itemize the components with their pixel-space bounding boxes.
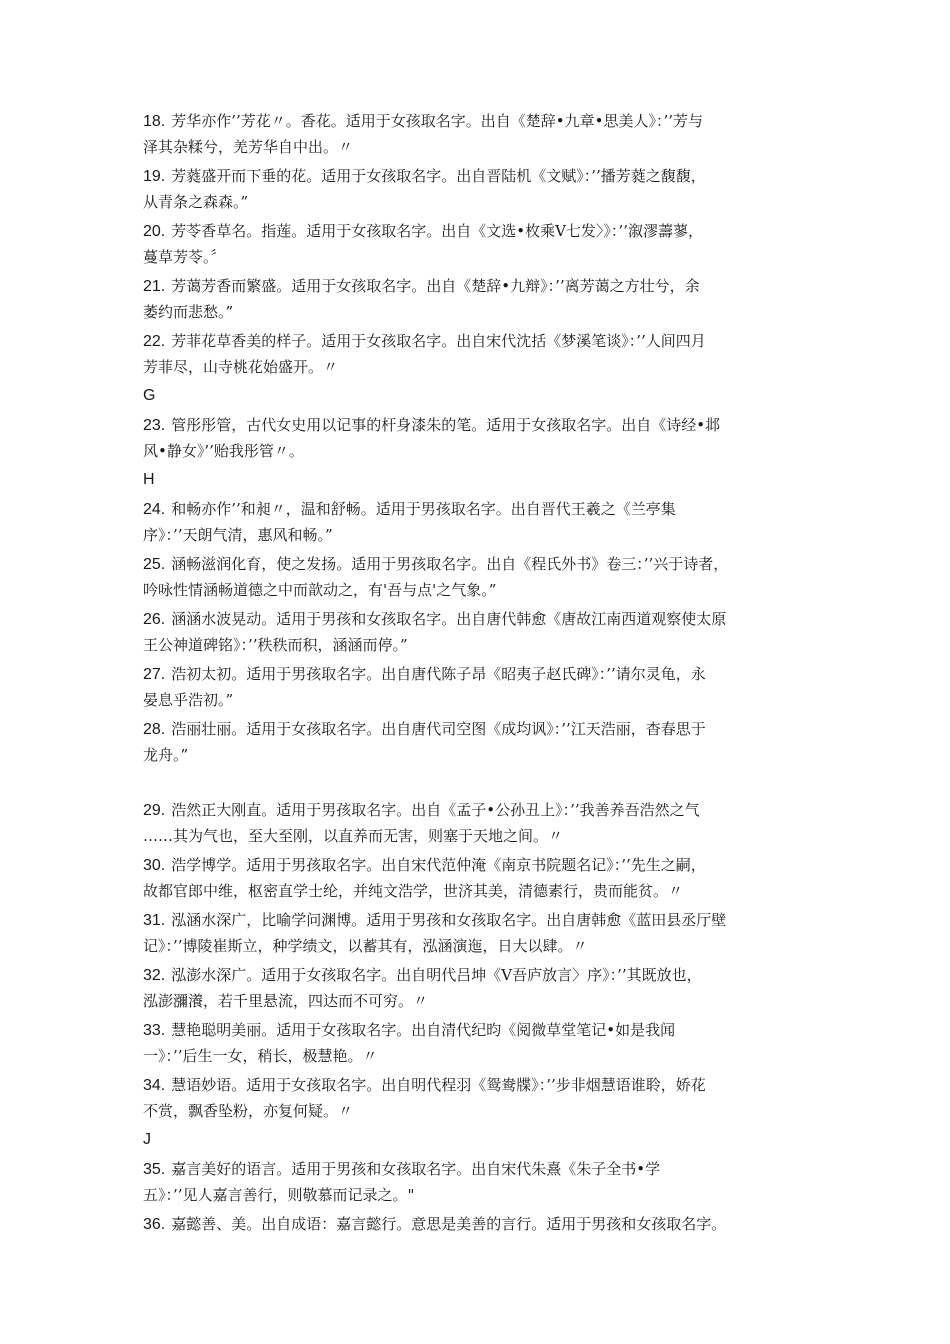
- entry-line-continuation: 故都官郎中维，枢密直学士纶，并纯文浩学，世济其美，清德素行，贵而能贫。〃: [143, 882, 684, 900]
- name-entry: [143, 962, 823, 1014]
- name-entry: [143, 551, 823, 603]
- name-entry: [143, 328, 823, 380]
- entry-text: 嘉言美好的语言。适用于男孩和女孩取名字。出自宋代朱熹《朱子全书•学: [171, 1160, 661, 1178]
- entry-line-continuation: 蔓草芳苓。〞: [143, 248, 226, 266]
- entry-number: 34.: [143, 1077, 166, 1094]
- entry-line-first: [143, 496, 823, 522]
- entry-line-continuation: 五》：’’见人嘉言善行，则敬慕而记录之。": [143, 1186, 415, 1204]
- entry-line-continuation: 从青条之森森。”: [143, 193, 249, 211]
- name-entry: [143, 716, 823, 768]
- entry-line-first: [143, 907, 823, 933]
- entry-text: 泓涵水深广，比喻学问渊博。适用于男孩和女孩取名字。出自唐韩愈《蓝田县丞厅壁: [171, 911, 727, 929]
- entry-text: 浩初太初。适用于男孩取名字。出自唐代陈子昂《昭夷子赵氏碑》：’’请尔灵龟，永: [171, 665, 706, 683]
- entry-line-continuation: 泽其杂糅兮，羌芳华自中出。〃: [143, 138, 354, 156]
- entry-line-continuation: 芳菲尽，山寺桃花始盛开。〃: [143, 358, 339, 376]
- entry-text: 芳华亦作’’芳花〃。香花。适用于女孩取名字。出自《楚辞•九章•思美人》：’’芳与: [171, 112, 704, 130]
- blank-line: [143, 771, 823, 797]
- entry-line-continuation: 序》：’’天朗气清，惠风和畅。”: [143, 526, 333, 544]
- entry-number: 20.: [143, 223, 166, 240]
- name-entry: [143, 218, 823, 270]
- section-letter-heading: J: [143, 1131, 151, 1148]
- entry-line-first: [143, 852, 823, 878]
- entry-line-continuation: 龙舟。”: [143, 746, 189, 764]
- entry-line-continuation: 泓澎瀰瀁，若千里悬流，四达而不可穷。〃: [143, 992, 429, 1010]
- entry-number: 36.: [143, 1216, 166, 1233]
- name-entry: [143, 108, 823, 160]
- entry-number: 19.: [143, 168, 166, 185]
- entry-line-continuation: 风•静女》’’贻我彤管〃。: [143, 442, 304, 460]
- entry-line-continuation: 晏息乎浩初。”: [143, 691, 234, 709]
- entry-number: 18.: [143, 113, 166, 130]
- entry-line-continuation: 吟咏性情涵畅道德之中而歆动之，有'吾与点'之气象。”: [143, 581, 497, 599]
- entry-text: 慧语妙语。适用于女孩取名字。出自明代程羽《鸳鸯牒》：’’步非烟慧语谁聆，娇花: [171, 1076, 706, 1094]
- entry-text: 管彤彤管，古代女史用以记事的杆身漆朱的笔。适用于女孩取名字。出自《诗经•邶: [171, 416, 721, 434]
- name-entry: [143, 1156, 823, 1208]
- name-entry: [143, 1211, 823, 1237]
- entry-number: 29.: [143, 802, 166, 819]
- entry-line-continuation: ……其为气也，至大至刚，以直养而无害，则塞于天地之间。〃: [143, 827, 564, 845]
- entry-line-first: [143, 716, 823, 742]
- document-page: [143, 108, 823, 1240]
- entry-text: 浩然正大刚直。适用于男孩取名字。出自《孟子•公孙丑上》：’’我善养吾浩然之气: [171, 801, 700, 819]
- entry-text: 涵涵水波晃动。适用于男孩和女孩取名字。出自唐代韩愈《唐故江南西道观察使太原: [171, 610, 727, 628]
- entry-number: 28.: [143, 721, 166, 738]
- entry-line-first: [143, 1072, 823, 1098]
- entry-line-continuation: 萎约而悲愁。”: [143, 303, 234, 321]
- entry-number: 35.: [143, 1161, 166, 1178]
- entry-number: 32.: [143, 967, 166, 984]
- name-entry: [143, 412, 823, 464]
- entry-text: 芳菲花草香美的样子。适用于女孩取名字。出自宋代沈括《梦溪笔谈》：’’人间四月: [171, 332, 706, 350]
- entry-number: 33.: [143, 1022, 166, 1039]
- section-letter-heading: H: [143, 471, 155, 488]
- entry-text: 涵畅滋润化育，使之发扬。适用于男孩取名字。出自《程氏外书》卷三：’’兴于诗者，: [171, 555, 729, 573]
- name-entry: [143, 496, 823, 548]
- entry-line-continuation: 王公神道碑铭》：’’秩秩而积，涵涵而停。”: [143, 636, 408, 654]
- entry-number: 25.: [143, 556, 166, 573]
- name-entry: [143, 907, 823, 959]
- name-entry: [143, 797, 823, 849]
- entry-number: 21.: [143, 278, 166, 295]
- entry-line-first: [143, 1156, 823, 1182]
- entry-line-first: [143, 273, 823, 299]
- entry-line-first: [143, 218, 823, 244]
- entry-text: 芳苓香草名。指莲。适用于女孩取名字。出自《文选•枚乘Ⅴ七发〉》：’’溆漻薵蓼，: [171, 222, 703, 240]
- entry-line-first: [143, 163, 823, 189]
- entry-number: 27.: [143, 666, 166, 683]
- entry-line-first: [143, 606, 823, 632]
- entry-number: 23.: [143, 417, 166, 434]
- entry-line-continuation: 记》：’’博陵崔斯立，种学绩文，以蓄其有，泓涵演迤，日大以肆。〃: [143, 937, 588, 955]
- entry-line-first: [143, 962, 823, 988]
- name-entry: [143, 852, 823, 904]
- entry-text: 和畅亦作’’和昶〃，温和舒畅。适用于男孩取名字。出自晋代王羲之《兰亭集: [171, 500, 676, 518]
- name-entry: [143, 273, 823, 325]
- entry-text: 慧艳聪明美丽。适用于女孩取名字。出自清代纪昀《阅微草堂笔记•如是我闻: [171, 1021, 676, 1039]
- entry-line-first: [143, 412, 823, 438]
- entry-line-continuation: 不赏，飘香坠粉，亦复何疑。〃: [143, 1102, 354, 1120]
- entry-text: 泓澎水深广。适用于女孩取名字。出自明代吕坤《Ⅴ吾庐放言〉序》：’’其既放也，: [171, 966, 702, 984]
- name-entry: [143, 661, 823, 713]
- section-letter-heading: G: [143, 387, 156, 404]
- name-entry: [143, 606, 823, 658]
- entry-number: 22.: [143, 333, 166, 350]
- entry-number: 31.: [143, 912, 166, 929]
- entry-line-first: [143, 551, 823, 577]
- entry-text: 嘉懿善、美。出自成语：嘉言懿行。意思是美善的言行。适用于男孩和女孩取名字。: [171, 1215, 727, 1233]
- entry-line-first: [143, 1211, 823, 1237]
- name-entry: [143, 1072, 823, 1124]
- entry-line-first: [143, 108, 823, 134]
- entry-number: 26.: [143, 611, 166, 628]
- entry-line-first: [143, 328, 823, 354]
- entry-line-first: [143, 797, 823, 823]
- entry-number: 24.: [143, 501, 166, 518]
- entry-line-continuation: 一》：’’后生一女，稍长，极慧艳。〃: [143, 1047, 378, 1065]
- entry-text: 浩学博学。适用于男孩取名字。出自宋代范仲淹《南京书院题名记》：’’先生之嗣，: [171, 856, 706, 874]
- entry-line-first: [143, 661, 823, 687]
- entry-line-first: [143, 1017, 823, 1043]
- entry-number: 30.: [143, 857, 166, 874]
- entry-text: 芳蕤盛开而下垂的花。适用于女孩取名字。出自晋陆机《文赋》：’’播芳蕤之馥馥，: [171, 167, 706, 185]
- entry-text: 芳蔼芳香而繁盛。适用于女孩取名字。出自《楚辞•九辩》：’’离芳蔼之方壮兮，余: [171, 277, 700, 295]
- name-entry: [143, 163, 823, 215]
- entry-text: 浩丽壮丽。适用于女孩取名字。出自唐代司空图《成均讽》：’’江天浩丽，杳春思于: [171, 720, 706, 738]
- name-entry: [143, 1017, 823, 1069]
